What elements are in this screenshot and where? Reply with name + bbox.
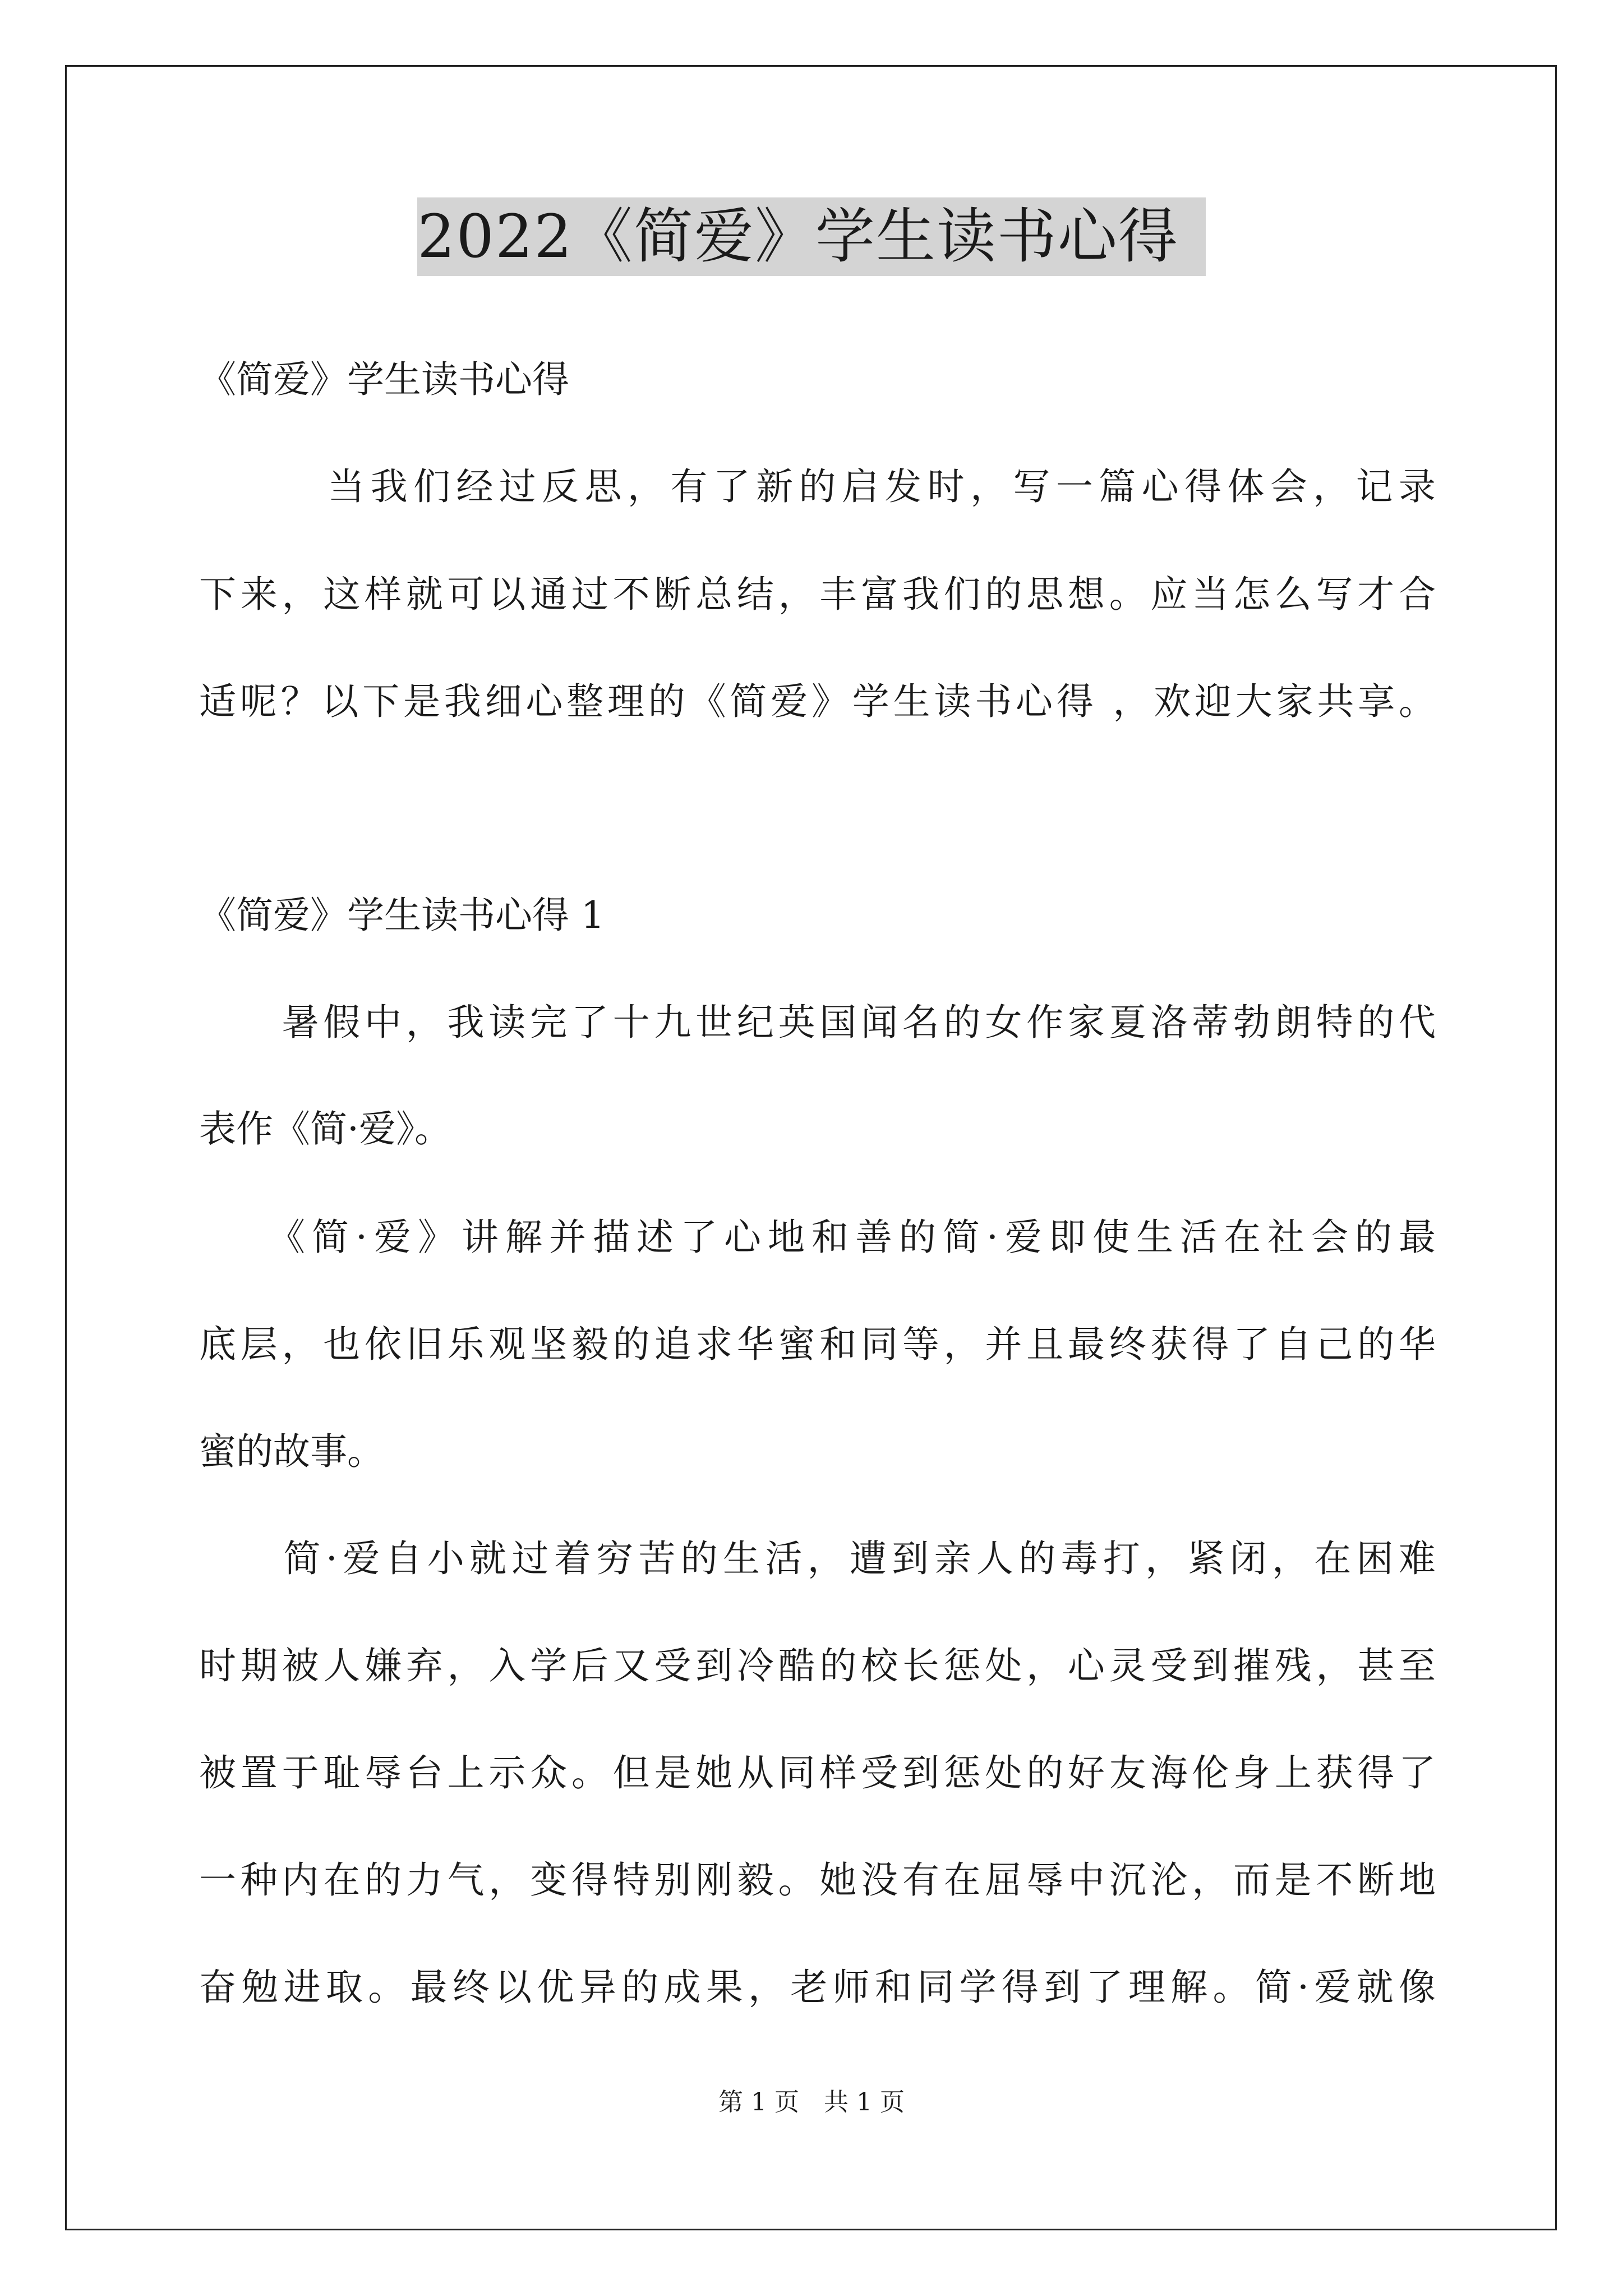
page-footer: 第 1 页 共 1 页 [718,2088,905,2116]
body-line: 奋勉进取。最终以优异的成果，老师和同学得到了理解。简·爱就像 [199,1966,1436,2009]
body-line: 一种内在的力气，变得特别刚毅。她没有在屈辱中沉沦，而是不断地 [199,1858,1436,1902]
intro-line: 当我们经过反思，有了新的启发时，写一篇心得体会，记录 [199,465,1436,508]
body-line: 时期被人嫌弃，入学后又受到冷酷的校长惩处，心灵受到摧残，甚至 [199,1644,1436,1687]
body-line: 暑假中，我读完了十九世纪英国闻名的女作家夏洛蒂勃朗特的代 [199,1001,1436,1044]
body-line: 《简·爱》讲解并描述了心地和善的简·爱即使生活在社会的最 [199,1216,1436,1259]
document-title: 2022《简爱》学生读书心得 [417,197,1206,276]
intro-line: 适呢？以下是我细心整理的《简爱》学生读书心得 ，欢迎大家共享。 [199,680,1436,723]
body-line: 被置于耻辱台上示众。但是她从同样受到惩处的好友海伦身上获得了 [199,1751,1436,1795]
title-container [0,197,1623,276]
body-line: 底层，也依旧乐观坚毅的追求华蜜和同等，并且最终获得了自己的华 [199,1323,1436,1366]
section-heading: 《简爱》学生读书心得 1 [199,894,605,937]
body-line: 简·爱自小就过着穷苦的生活，遭到亲人的毒打，紧闭，在困难 [199,1537,1436,1580]
subtitle: 《简爱》学生读书心得 [199,358,569,401]
body-line: 表作《简·爱》。 [199,1107,451,1151]
body-line: 蜜的故事。 [199,1430,384,1473]
intro-line: 下来，这样就可以通过不断总结，丰富我们的思想。应当怎么写才合 [199,573,1436,616]
